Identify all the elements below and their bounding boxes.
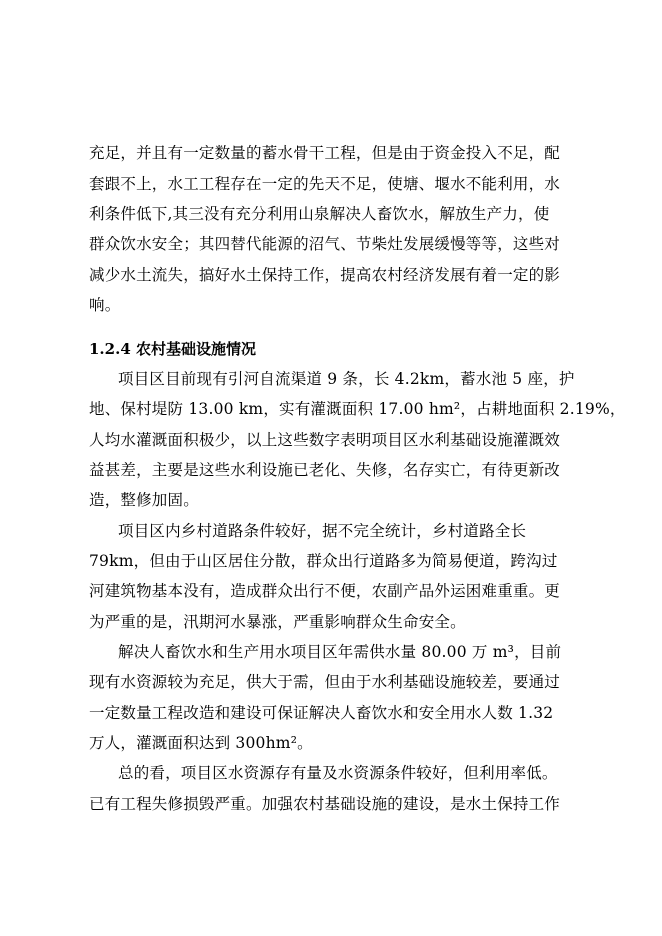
paragraph-5-line-2: 已有工程失修损毁严重。加强农村基础设施的建设，是水土保持工作 — [89, 795, 561, 813]
paragraph-1-line-6: 响。 — [89, 296, 121, 314]
paragraph-3-line-1: 项目区内乡村道路条件较好，据不完全统计，乡村道路全长 — [118, 522, 527, 540]
paragraph-2-line-4: 益甚差，主要是这些水利设施已老化、失修，名存实亡，有待更新改 — [89, 461, 561, 479]
section-heading: 1.2.4 农村基础设施情况 — [89, 340, 256, 358]
paragraph-4-line-3: 一定数量工程改造和建设可保证解决人畜饮水和安全用水人数 1.32 — [89, 704, 554, 722]
paragraph-2-line-1: 项目区目前现有引河自流渠道 9 条，长 4.2km，蓄水池 5 座，护 — [118, 370, 575, 388]
paragraph-3-line-3: 河建筑物基本没有，造成群众出行不便，农副产品外运困难重重。更 — [89, 582, 561, 600]
paragraph-4-line-4: 万人，灌溉面积达到 300hm²。 — [89, 734, 313, 752]
paragraph-3-line-2: 79km，但由于山区居住分散，群众出行道路多为简易便道，跨沟过 — [89, 552, 558, 570]
paragraph-1-line-4: 群众饮水安全；其四替代能源的沼气、节柴灶发展缓慢等等，这些对 — [89, 235, 561, 253]
paragraph-2-line-2: 地、保村堤防 13.00 km，实有灌溉面积 17.00 hm²，占耕地面积 2.19%， — [89, 400, 626, 418]
paragraph-5-line-1: 总的看，项目区水资源存有量及水资源条件较好，但利用率低。 — [118, 764, 558, 782]
paragraph-4-line-2: 现有水资源较为充足，供大于需，但由于水利基础设施较差，要通过 — [89, 673, 561, 691]
paragraph-3-line-4: 为严重的是，汛期河水暴涨，严重影响群众生命安全。 — [89, 613, 466, 631]
paragraph-1-line-1: 充足，并且有一定数量的蓄水骨干工程，但是由于资金投入不足，配 — [89, 144, 561, 162]
paragraph-2-line-5: 造，整修加固。 — [89, 491, 199, 509]
paragraph-1-line-3: 利条件低下,其三没有充分利用山泉解决人畜饮水，解放生产力，使 — [89, 205, 550, 223]
paragraph-4-line-1: 解决人畜饮水和生产用水项目区年需供水量 80.00 万 m³，目前 — [118, 643, 562, 661]
paragraph-2-line-3: 人均水灌溉面积极少，以上这些数字表明项目区水利基础设施灌溉效 — [89, 431, 561, 449]
paragraph-1-line-2: 套跟不上，水工工程存在一定的先天不足，使塘、堰水不能利用，水 — [89, 175, 561, 193]
paragraph-1-line-5: 减少水土流失，搞好水土保持工作，提高农村经济发展有着一定的影 — [89, 266, 561, 284]
